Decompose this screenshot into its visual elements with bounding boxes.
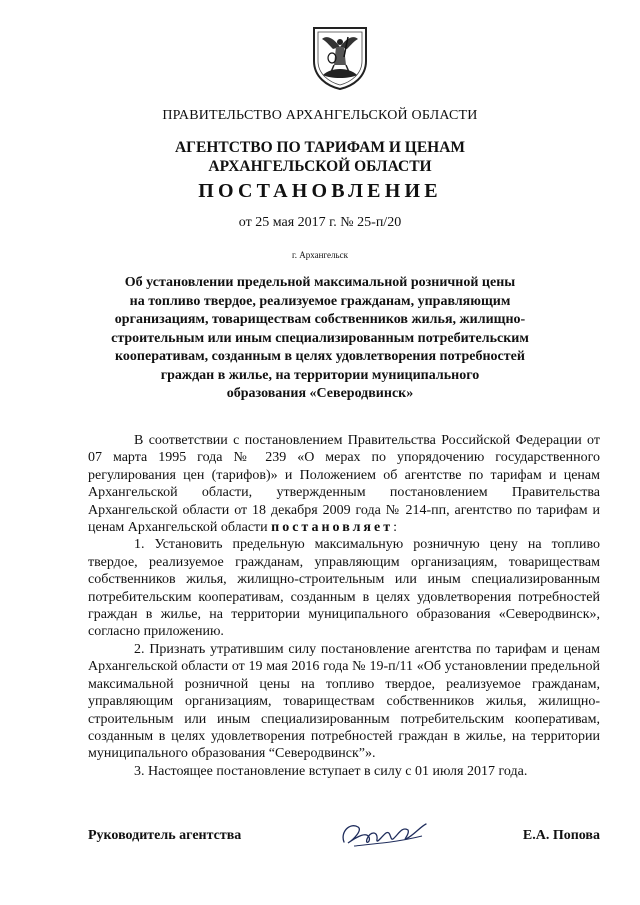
item-paragraph-1: 1. Установить предельную максимальную розничную цену на топливо твердое, реализуемое гражданам, управляющим организациям, товариществам собственников жилья, жилищно-строительным или иным специализированным потребительским кооперативам, созданным в целях удовлетворения потребностей граждан в жилье, на территории муниципального образования «Северодвинск», согласно приложению.: [88, 537, 600, 640]
agency-name: [0, 138, 640, 176]
subject-line: граждан в жилье, на территории муниципального: [160, 367, 480, 383]
subject-line: образования «Северодвинск»: [226, 386, 414, 401]
archangel-coat-of-arms-icon: [311, 25, 369, 91]
subject-line: кооперативам, созданным в целях удовлетворения потребностей: [115, 349, 525, 364]
signatory-name: Е.А. Попова: [522, 828, 600, 843]
item-paragraph-2: 2. Признать утратившим силу постановление агентства по тарифам и ценам Архангельской области от 19 мая 2016 года № 19-п/11 «Об установлении предельной максимальной розничной цены на топливо твердое, реализуемое гражданам, управляющим организациям, товариществам собственников жилья, жилищно-строительным или иным специализированным потребительским кооперативам, созданным в целях удовлетворения потребностей граждан в жилье, на территории муниципального образования “Северодвинск”».: [88, 641, 600, 762]
document-type-title: ПОСТАНОВЛЕНИЕ: [198, 180, 442, 202]
handwritten-signature-icon: [336, 818, 436, 852]
preamble-text: В соответствии с постановлением Правительства Российской Федерации от 07 марта 1995 года № 239 «О мерах по упорядочению государственного регулирования цен (тарифов)» и Положением об агентстве по тарифам и ценам Архангельской области, утвержденным постановлением Правительства Архангельской области от 18 декабря 2009 года № 214-пп, агентство по тарифам и ценам Архангельской области: [88, 433, 600, 536]
government-name: ПРАВИТЕЛЬСТВО АРХАНГЕЛЬСКОЙ ОБЛАСТИ: [162, 108, 478, 123]
agency-name-line2: АРХАНГЕЛЬСКОЙ ОБЛАСТИ: [208, 158, 432, 175]
subject-line: строительным или иным специализированным потребительским: [111, 330, 529, 346]
document-body: [88, 432, 600, 780]
document-city: г. Архангельск: [292, 250, 348, 260]
document-date-number: от 25 мая 2017 г. № 25-п/20: [238, 215, 402, 230]
decree-word: постановляет: [271, 520, 394, 536]
agency-name-line1: АГЕНТСТВО ПО ТАРИФАМ И ЦЕНАМ: [174, 139, 466, 156]
item-paragraph-3: 3. Настоящее постановление вступает в силу с 01 июля 2017 года.: [134, 763, 528, 779]
subject-line: организациям, товариществам собственников жилья, жилищно-: [114, 312, 526, 327]
decree-colon: :: [393, 520, 397, 536]
document-subject: [0, 274, 640, 404]
signatory-position: Руководитель агентства: [88, 828, 242, 843]
signature-block: [88, 822, 600, 852]
subject-line: на топливо твердое, реализуемое гражданам, управляющим: [129, 293, 511, 309]
preamble-paragraph: [88, 432, 600, 536]
subject-line: Об установлении предельной максимальной розничной цены: [124, 275, 516, 290]
